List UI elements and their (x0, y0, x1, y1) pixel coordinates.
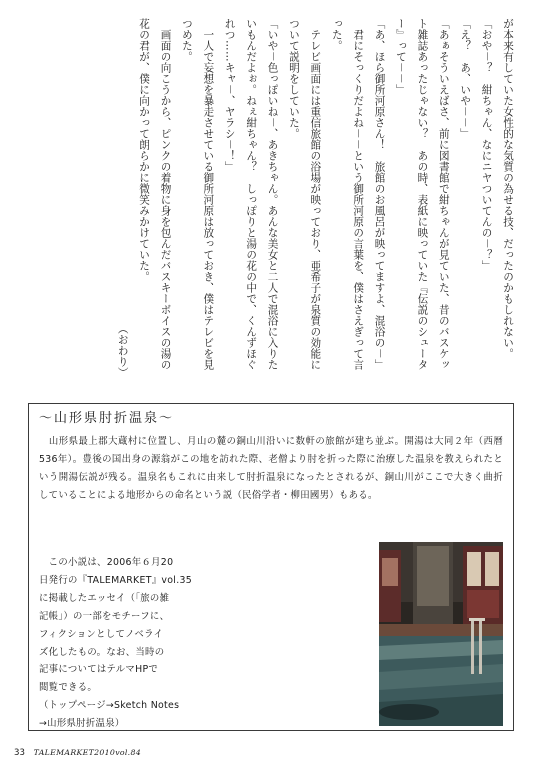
column-note-line: →山形県肘折温泉） (39, 718, 125, 730)
column-paragraph: 山形県最上郡大蔵村に位置し、月山の麓の銅山川沿いに数軒の旅館が建ち並ぶ。開湯は大同２年（西暦536年）。豊後の国出身の源翁がこの地を訪れた際、老僧より肘を折った際に治療した温泉を教えられたという開湯伝説が残る。温泉名もこれに由来して肘折温泉になったとされるが、銅山川がここで大きく曲折していることによる地形からの命名という説（民俗学者・柳田國男）もある。 (39, 436, 503, 501)
page-footer (14, 747, 141, 759)
page-number: 33 (14, 748, 25, 758)
story-paragraph: 一人で妄想を暴走させている御所河原は放っておき、僕はテレビを見つめた。 (180, 18, 215, 370)
story-paragraph: 「おや－？ 紺ちゃん、なにニヤついてんの－？」 (480, 18, 493, 271)
onsen-column (28, 403, 514, 731)
column-note-line: に掲載したエッセイ（「旅の雑 (39, 592, 170, 604)
column-note-line: 記事についてはテルマHPで (39, 664, 159, 676)
column-note-line: この小説は、2006年６月20 (39, 557, 174, 568)
story-body (18, 18, 518, 378)
column-note-line: ズ化したもの。なお、当時の (39, 646, 165, 658)
column-note-line: （トップページ→Sketch Notes (39, 700, 180, 712)
story-end-mark: （おわり） (116, 323, 129, 378)
story-paragraph: 「あ、ほら御所河原さん！ 旅館のお風呂が映ってますよ、混浴の－」 (373, 18, 386, 370)
story-paragraph: が本来有していた女性的な気質の為せる技、だったのかもしれない。 (502, 18, 514, 359)
column-note-line: 記帳」）の一部をモチーフに、 (39, 610, 170, 622)
story-paragraph: 「あぁそういえばさ、前に図書館で紺ちゃんが見ていた、昔のバスケット雑誌あったじゃない？ あの時、表紙に映っていた『伝説のシューター』って－－」 (394, 18, 450, 370)
story-paragraph: 「いや－色っぽいね－、あきちゃん。あんな美女と二人で混浴に入りたいもんだよぉ。ねぇ紺ちゃん？ しっぽりと湯の花の中で、くんずほぐれつ……キャ－、ヤラシ－！」 (223, 18, 279, 370)
column-note-line: フィクションとしてノベライ (39, 628, 164, 640)
bath-photo-icon (379, 542, 503, 726)
column-note-line: 日発行の『TALEMARKET』vol.35 (39, 574, 193, 586)
story-paragraph: 「え？ あ、いや－－」 (459, 18, 472, 139)
story-paragraph: 画面の向こうから、ピンクの着物に身を包んだバスキーボイスの湯の花の君が、僕に向かって朗らかに微笑みかけていた。 (138, 18, 172, 370)
magazine-name: TALEMARKET2010vol.84 (33, 748, 141, 757)
story-paragraph: テレビ画面には重信旅館の浴場が映っており、亜希子が泉質の効能について説明をしていた。 (287, 18, 322, 370)
column-note (39, 554, 221, 733)
column-title: ～山形県肘折温泉～ (39, 411, 175, 426)
story-paragraph: 君にそっくりだよね－－という御所河原の言葉を、僕はさえぎって言った。 (330, 18, 365, 370)
column-note-line: 閲覧できる。 (39, 682, 98, 694)
bath-photo-illustration (379, 542, 503, 726)
